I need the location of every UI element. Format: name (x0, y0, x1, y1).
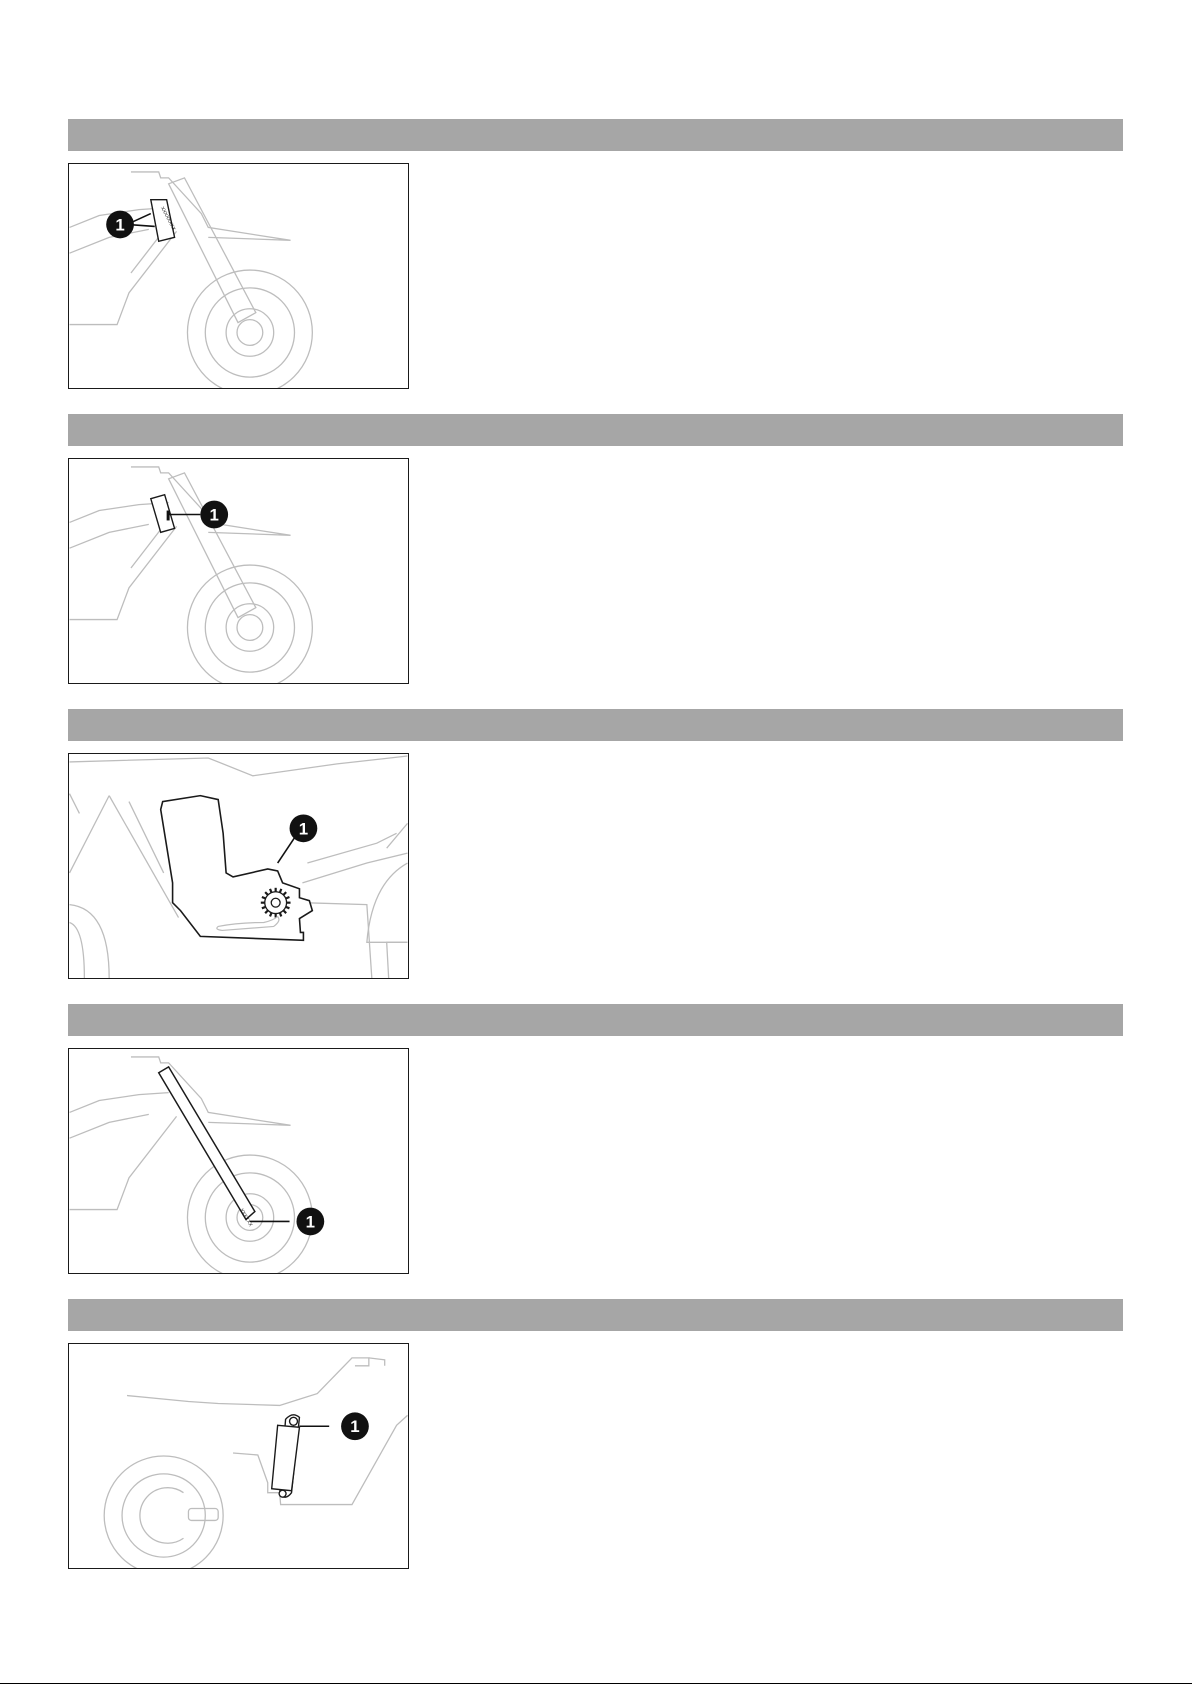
callout-badge-4 (296, 1208, 324, 1236)
section-header-bar-5 (68, 1299, 1123, 1331)
section-header-bar-1 (68, 119, 1123, 151)
callout-badge-2 (200, 501, 228, 529)
gear-icon (261, 888, 291, 918)
callout-number: 1 (209, 505, 219, 525)
illustration-type-label-steering-head (68, 458, 409, 684)
callout-badge-1 (106, 211, 134, 239)
illustration-engine-number (68, 753, 409, 979)
section-header-bar-3 (68, 709, 1123, 741)
illustration-fork-part-number (68, 1048, 409, 1274)
section-header-bar-2 (68, 414, 1123, 446)
callout-number: 1 (298, 819, 309, 839)
fork-part-number-text: XXXXXX (238, 1208, 253, 1228)
callout-badge-5 (341, 1412, 369, 1440)
motorcycle-engine-illustration (69, 754, 408, 978)
illustration-shock-absorber-part-number (68, 1343, 409, 1569)
motorcycle-front-fork-illustration (69, 1049, 408, 1273)
callout-badge-3 (290, 814, 318, 842)
callout-number: 1 (305, 1212, 316, 1232)
motorcycle-front-fork-illustration (69, 164, 408, 388)
page-bottom-rule (0, 1683, 1192, 1684)
illustration-frame-number-steering-head (68, 163, 409, 389)
rear-shock-absorber-illustration (69, 1344, 408, 1568)
sticker-text: XXXXXXXX (158, 206, 176, 232)
motorcycle-front-fork-illustration (69, 459, 408, 683)
callout-number: 1 (115, 215, 125, 235)
section-header-bar-4 (68, 1004, 1123, 1036)
callout-number: 1 (350, 1417, 360, 1437)
